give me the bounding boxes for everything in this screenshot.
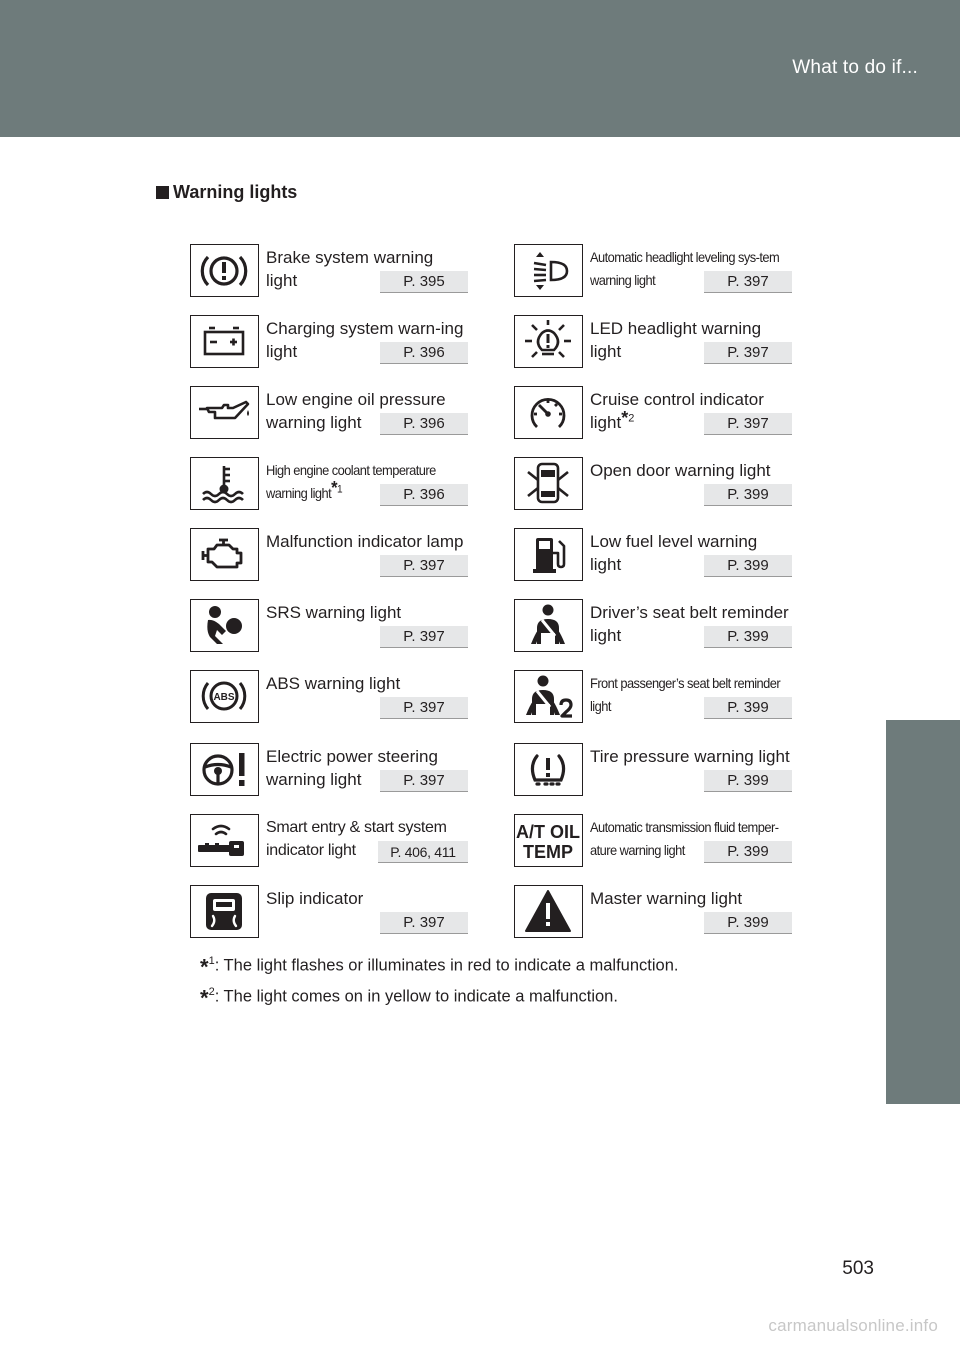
item-label: Charging system warn-ing light [266,319,464,361]
fuel-pump-icon [514,528,583,581]
page-reference[interactable]: P. 397 [380,697,468,719]
footnote [200,980,678,1011]
page-reference[interactable]: P. 399 [704,770,792,792]
battery-icon [190,315,259,368]
warning-item [190,743,468,797]
abs-icon [190,670,259,723]
warning-row [190,244,792,298]
warning-item [190,244,468,298]
page-reference[interactable]: P. 397 [380,770,468,792]
page-reference[interactable]: P. 399 [704,555,792,577]
warning-item [190,670,468,724]
item-label: Open door warning light [590,461,771,480]
item-label-text: Cruise control indicator light [590,390,764,432]
warning-item [514,244,792,298]
footnote-number: 1 [208,955,215,967]
at-oil-temp-icon [514,814,583,867]
item-label: Slip indicator [266,889,364,908]
page-reference[interactable]: P. 399 [704,912,792,934]
warning-row [190,743,792,797]
svg-text:ABS: ABS [213,692,235,703]
item-label: Automatic headlight leveling sys-tem warning light [590,249,780,288]
icon-text-line-2: TEMP [522,842,574,862]
asterisk-mark: * [200,985,209,1010]
warning-item [514,528,792,582]
page-number: 503 [842,1258,874,1279]
cruise-control-icon [514,386,583,439]
seatbelt-icon [514,599,583,652]
section-title-text: Warning lights [173,182,298,202]
warning-item [190,315,468,369]
headlight-leveling-icon [514,244,583,297]
page-reference[interactable]: P. 399 [704,626,792,648]
chapter-side-tab [886,720,960,1104]
warning-row [190,315,792,369]
page-reference[interactable]: P. 397 [380,626,468,648]
page-reference[interactable]: P. 397 [704,413,792,435]
item-label: Smart entry & start system indicator light [266,819,447,859]
page-reference[interactable]: P. 399 [704,697,792,719]
header-title: What to do if... [792,57,918,78]
bullet-square-icon [156,186,169,199]
footnote-text: : The light comes on in yellow to indicate a malfunction. [214,987,618,1005]
warning-item [190,386,468,440]
page-reference[interactable]: P. 395 [380,271,468,293]
item-label: SRS warning light [266,603,402,622]
warning-row [190,457,792,511]
page-reference[interactable]: P. 399 [704,484,792,506]
coolant-temperature-icon [190,457,259,510]
item-label: LED headlight warning light [590,319,762,361]
footnote [200,949,678,980]
warning-item [514,743,792,797]
item-label: Electric power steering warning light [266,747,438,789]
asterisk-mark: * [621,408,629,428]
warning-item [190,599,468,653]
item-label: Master warning light [590,889,743,908]
item-label: Low fuel level warning light [590,532,758,574]
item-label: Brake system warning light [266,248,434,290]
master-warning-icon [514,885,583,938]
watermark: carmanualsonline.info [768,1316,938,1335]
open-door-icon [514,457,583,510]
footnote-text: : The light flashes or illuminates in red to indicate a malfunction. [214,956,679,975]
tire-pressure-icon [514,743,583,796]
warning-item [190,457,468,511]
item-label: Driver’s seat belt reminder light [590,603,789,645]
item-label: Low engine oil pressure warning light [266,390,446,432]
warning-item [190,885,468,939]
page-reference[interactable]: P. 397 [704,271,792,293]
footnote-ref: 1 [337,483,343,496]
engine-icon [190,528,259,581]
page-reference[interactable]: P. 396 [380,484,468,506]
page-reference[interactable]: P. 397 [380,912,468,934]
warning-item [514,814,792,868]
page-reference[interactable]: P. 396 [380,342,468,364]
warning-row [190,814,792,868]
warning-item [514,885,792,939]
passenger-seatbelt-icon [514,670,583,723]
footnote-number: 2 [208,985,215,998]
item-label: Malfunction indicator lamp [266,532,464,551]
warning-item [190,814,468,868]
section-title [156,182,297,203]
warning-row [190,885,792,939]
warning-row [190,528,792,582]
airbag-icon [190,599,259,652]
page-reference[interactable]: P. 396 [380,413,468,435]
warning-item [514,670,792,724]
item-label: ABS warning light [266,674,401,693]
slip-indicator-icon [190,885,259,938]
icon-text-line-1: A/T OIL [516,820,580,843]
warning-item [190,528,468,582]
smart-key-icon [190,814,259,867]
brake-warning-icon [190,244,259,297]
asterisk-mark: * [200,954,209,980]
warning-item [514,386,792,440]
footnote-ref: 2 [628,412,635,425]
item-label: Front passenger’s seat belt reminder light [590,675,781,714]
led-headlight-icon [514,315,583,368]
page-reference[interactable]: P. 399 [704,841,792,863]
page-reference[interactable]: P. 397 [380,555,468,577]
page-reference[interactable]: P. 397 [704,342,792,364]
warning-row [190,386,792,440]
page-reference[interactable]: P. 406, 411 [378,841,468,863]
oil-can-icon [190,386,259,439]
warning-item [514,457,792,511]
warning-row [190,670,792,724]
page-header [0,0,960,137]
asterisk-mark: * [331,478,338,498]
item-label: Tire pressure warning light [590,747,790,766]
item-label: Automatic transmission fluid temper-ature warning light [590,819,779,858]
warning-row [190,599,792,653]
power-steering-icon [190,743,259,796]
footnotes [200,949,678,1010]
item-label-text: High engine coolant temperature warning light [266,462,436,501]
warning-item [514,315,792,369]
warning-item [514,599,792,653]
